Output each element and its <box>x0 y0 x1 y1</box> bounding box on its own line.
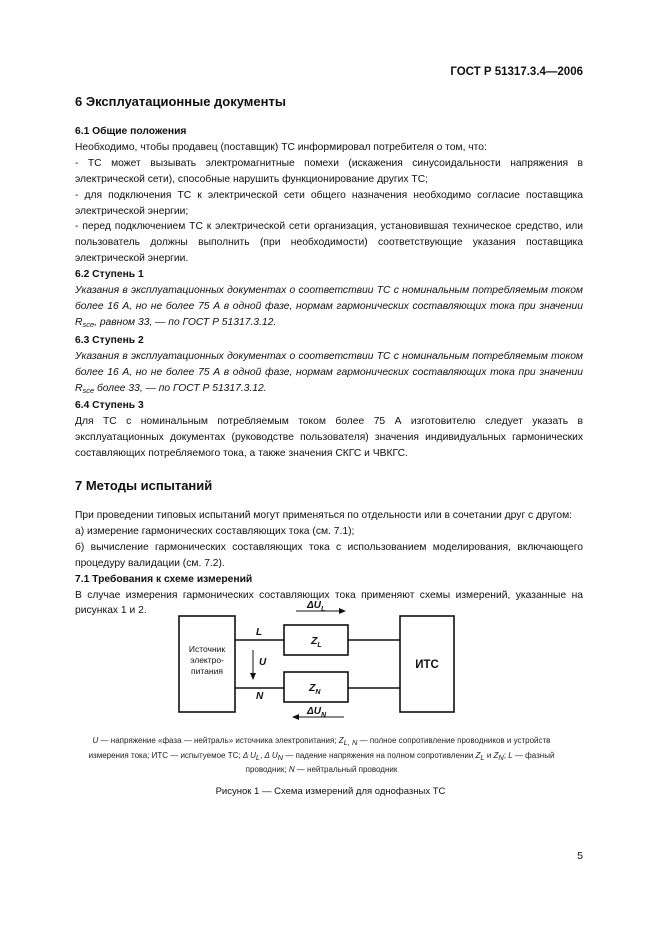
text: — напряжение «фаза — нейтраль» источника электропитания; <box>98 736 339 745</box>
document-code: ГОСТ Р 51317.3.4—2006 <box>450 66 583 78</box>
bullet-item: - для подключения ТС к электрической сети общего назначения необходимо согласие поставщика электрической энергии; <box>75 189 583 217</box>
page-number: 5 <box>577 850 583 862</box>
text: измерения тока; ИТС — испытуемое ТС; <box>88 750 243 760</box>
paragraph-step-3: Для ТС с номинальным потребляемым током более 75 А изготовителю следует указать в эксплуатационных документах (руководстве пользователя) значения индивидуальных гармонических составляющих потребляемого тока, а также значения СКГС и ЧВКГС. <box>75 416 583 460</box>
symbol: N <box>288 765 295 774</box>
subscript: L <box>480 752 485 762</box>
legend-line-1 <box>60 735 583 750</box>
text: , <box>260 750 265 760</box>
text: — нейтральный проводник <box>294 765 398 774</box>
paragraph-step-1 <box>75 283 583 333</box>
dun-sub: N <box>320 712 326 719</box>
section-7-heading: 7 Методы испытаний <box>75 478 213 494</box>
text: — полное сопротивление проводников и устройств <box>357 736 551 745</box>
paragraph: Необходимо, чтобы продавец (поставщик) ТС информировал потребителя о том, что: <box>75 141 487 153</box>
figure-legend <box>60 735 583 777</box>
figure-title: Рисунок 1 — Схема измерений для однофазных ТС <box>215 786 446 797</box>
subscript: sce <box>82 385 95 395</box>
subscript: N <box>277 752 284 762</box>
zl-sub: L <box>317 642 322 649</box>
impedance-zn-box <box>284 672 348 702</box>
text: — фазный <box>512 750 555 760</box>
text: Указания в эксплуатационных документах о соответствии ТС с номинальным потребляемым током более 16 А, но не более 75 А в одной фазе, нормам гармонических составляющих тока при значении R <box>75 285 583 328</box>
subsection-7-1-heading: 7.1 Требования к схеме измерений <box>75 573 253 585</box>
subsection-6-4-heading: 6.4 Ступень 3 <box>75 400 144 412</box>
text: Указания в эксплуатационных документах о соответствии ТС с номинальным потребляемым током более 16 А, но не более 75 А в одной фазе, нормам гармонических составляющих тока при значении R <box>75 350 583 394</box>
symbol: L <box>508 750 513 760</box>
voltage-label: U <box>259 657 267 668</box>
symbol: Z <box>475 750 481 760</box>
symbol: Z <box>338 736 344 745</box>
dun-main: ΔU <box>307 706 321 717</box>
symbol: Δ U <box>264 750 278 760</box>
subscript: sce <box>82 319 95 329</box>
zl-main: Z <box>311 635 318 647</box>
subscript: L, N <box>343 738 358 747</box>
impedance-zl-label <box>310 635 322 649</box>
subsection-6-2-heading: 6.2 Ступень 1 <box>75 269 144 281</box>
wire-l-label: L <box>256 627 263 638</box>
legend-line-2 <box>60 750 583 765</box>
subsection-6-3-heading: 6.3 Ступень 2 <box>75 334 144 346</box>
paragraph: В случае измерения гармонических составляющих тока применяют схемы измерений, указанные на рисунках 1 и 2. <box>75 589 583 617</box>
voltage-arrowhead <box>250 673 256 680</box>
bullet-item: - перед подключением ТС к электрической сети организация, установившая техническое средство, или пользователь должны выполнить (при необходимости) соответствующие указания поставщика электрической энергии. <box>75 221 583 265</box>
text: ; <box>503 750 509 760</box>
subscript: L <box>255 752 261 762</box>
source-label-line-1: Источник <box>188 644 226 654</box>
dul-sub: L <box>320 606 326 613</box>
zn-main: Z <box>309 682 316 694</box>
symbol: Δ U <box>242 750 256 760</box>
itc-label: ИТС <box>415 659 439 671</box>
delta-un-arrowhead <box>292 714 299 720</box>
text: и <box>484 750 494 760</box>
impedance-zn-label <box>308 682 321 696</box>
text: более 33, — по ГОСТ Р 51317.3.12. <box>94 382 267 394</box>
paragraph: При проведении типовых испытаний могут применяться по отдельности или в сочетании друг с другом: <box>75 510 573 522</box>
symbol: U <box>92 736 99 745</box>
subsection-6-1-heading: 6.1 Общие положения <box>75 126 187 137</box>
source-label-line-3: питания <box>191 666 223 676</box>
measurement-circuit-diagram <box>178 600 455 732</box>
text: — падение напряжения на полном сопротивлении <box>283 750 476 760</box>
section-6-heading: 6 Эксплуатационные документы <box>75 94 286 109</box>
delta-ul-arrowhead <box>339 608 346 614</box>
symbol: Z <box>493 750 499 760</box>
bullet-item: - ТС может вызывать электромагнитные помехи (искажения синусоидальности напряжения в электрической сети), способные нарушить функционирование других ТС; <box>75 157 583 185</box>
source-label-line-2: электро- <box>190 655 224 665</box>
subscript: N <box>498 752 504 762</box>
list-item: а) измерение гармонических составляющих тока (см. 7.1); <box>75 525 355 537</box>
dul-main: ΔU <box>307 600 321 611</box>
paragraph-step-2 <box>75 349 583 399</box>
text: проводник; <box>245 765 289 774</box>
zn-sub: N <box>315 689 321 696</box>
page-content <box>75 93 583 619</box>
text: , равном 33, — по ГОСТ Р 51317.3.12. <box>94 316 277 328</box>
wire-n-label: N <box>256 691 264 702</box>
list-item: б) вычисление гармонических составляющих тока с использованием моделирования, включающего процедуру валидации (см. 7.2). <box>75 541 583 569</box>
legend-line-3 <box>60 764 583 777</box>
